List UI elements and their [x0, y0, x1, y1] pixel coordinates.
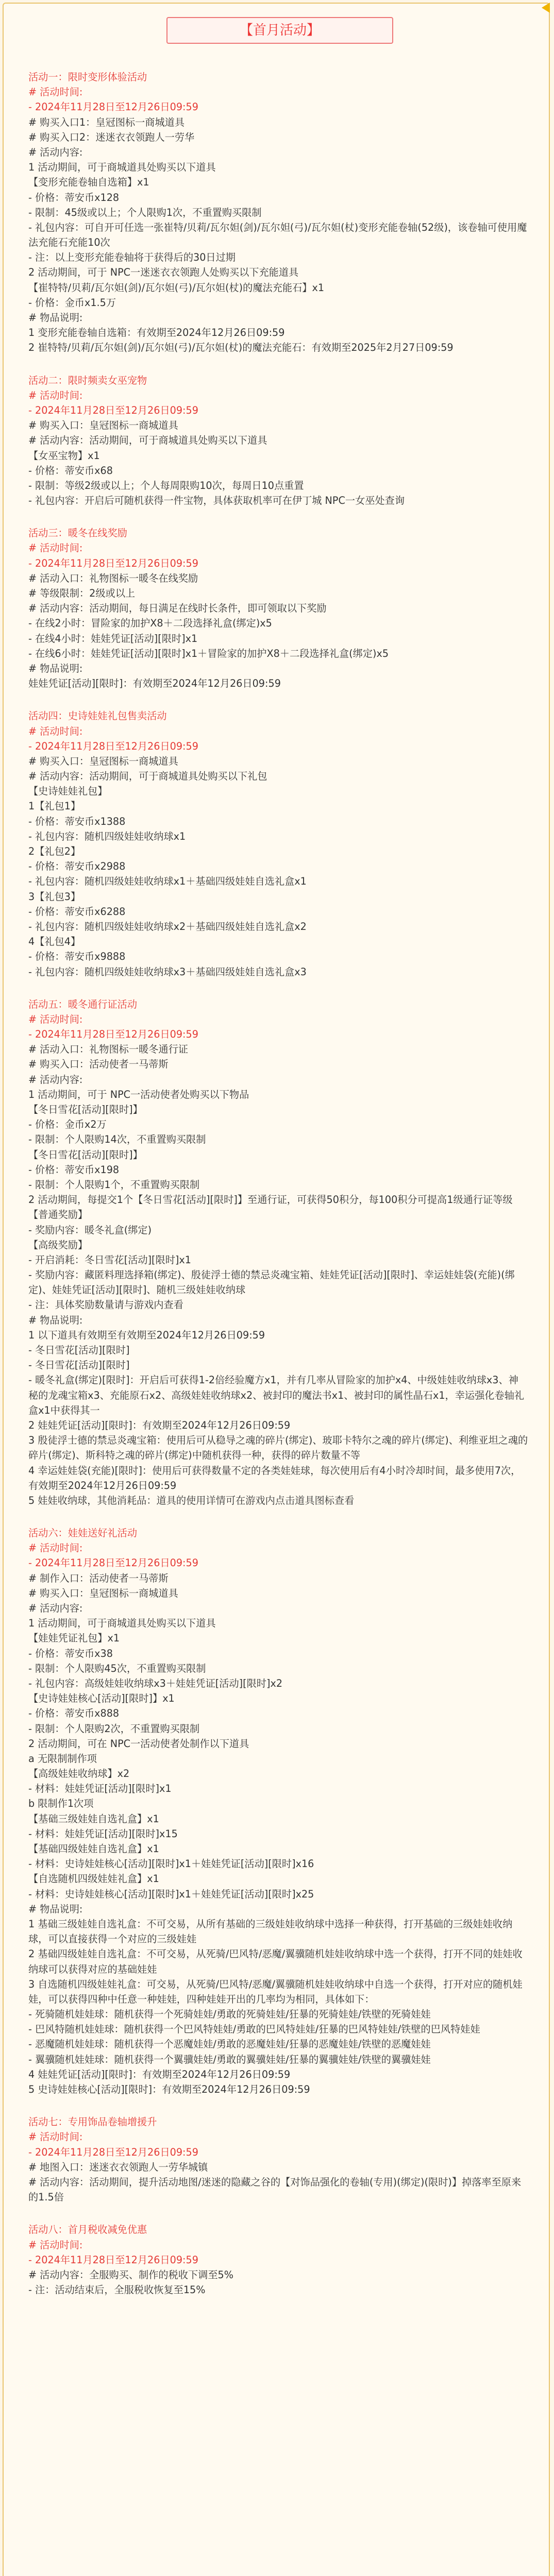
activity-title: 活动四：史诗娃娃礼包售卖活动: [28, 710, 167, 722]
activity-line: - 价格：金币x2万: [28, 1118, 107, 1131]
activity-line: - 材料：史诗娃娃核心[活动][限时]x1＋娃娃凭证[活动][限时]x25: [28, 1888, 314, 1900]
activity-line: - 奖励内容：藏匿料理选择箱(绑定)、殷徒浮士德的禁忌炎魂宝箱、娃娃凭证[活动][限时]、幸运娃娃袋(充能)(绑定)、娃娃凭证[活动][限时]、随机三级娃娃收纳球: [28, 1269, 515, 1296]
activity-line: 【普通奖励】: [28, 1209, 88, 1221]
activity-line: 【史诗娃娃核心[活动][限时]】x1: [28, 1692, 175, 1705]
activity-line: # 活动入口：礼物图标一暖冬在线奖励: [28, 572, 198, 584]
activity-line: 5 史诗娃娃核心[活动][限时]：有效期至2024年12月26日09:59: [28, 2083, 310, 2095]
activity-line: # 活动入口：礼物图标一暖冬通行证: [28, 1043, 188, 1056]
activity-line: # 活动时间:: [28, 2239, 83, 2251]
activity-line: 1 活动期间，可于商城道具处购买以下道具: [28, 1617, 216, 1630]
activity-title: 活动六：娃娃送好礼活动: [28, 1527, 138, 1539]
activity-line: 2 基础四级娃娃自选礼盒：不可交易，从死骑/巴风特/恶魔/翼骥随机娃娃收纳球中选一个获得，打开不同的娃娃收纳球可以获得对应的基础娃娃: [28, 1948, 523, 1975]
activity-line: - 材料：史诗娃娃核心[活动][限时]x1＋娃娃凭证[活动][限时]x16: [28, 1858, 314, 1870]
activity-line: 【基础三级娃娃自选礼盒】x1: [28, 1812, 159, 1825]
activity-line: # 活动时间:: [28, 542, 83, 554]
activity-line: - 在线6小时：娃娃凭证[活动][限时]x1＋冒险家的加护X8＋二段选择礼盒(绑定)x5: [28, 647, 389, 659]
activity-line: # 活动时间:: [28, 86, 83, 98]
activity-line: - 冬日雪花[活动][限时]: [28, 1359, 130, 1371]
activity-section: [28, 997, 528, 1508]
activity-line: - 价格：蒂安币x128: [28, 191, 120, 204]
activity-line: # 地图入口：迷迷衣衣领跑人一劳华城镇: [28, 2161, 208, 2173]
activity-line: 【娃娃凭证礼包】x1: [28, 1632, 120, 1645]
activity-line: - 礼包内容：高级娃娃收纳球x3＋娃娃凭证[活动][限时]x2: [28, 1677, 283, 1689]
activity-line: 1 以下道具有效期至有效期至2024年12月26日09:59: [28, 1329, 265, 1341]
activity-line: # 活动内容:: [28, 1602, 83, 1614]
activity-line: - 暖冬礼盒(绑定)[限时]：开启后可获得1-2倍经验魔方x1，并有几率从冒险家的加护x4、中级娃娃收纳球x3、神秘的龙魂宝箱x3、充能原石x2、高级娃娃收纳球x2、被封印的魔法书x1、被封印的属性晶石x1，幸运强化卷轴礼盒x1中获得其一: [28, 1374, 525, 1416]
activity-line: 4 幸运娃娃袋(充能)[限时]：使用后可获得数量不定的各类娃娃球，每次使用后有4小时冷却时间，最多使用7次，有效期至2024年12月26日09:59: [28, 1464, 521, 1492]
activity-title: 活动七：专用饰品卷轴增援升: [28, 2116, 157, 2128]
activity-line: - 2024年11月28日至12月26日09:59: [28, 2146, 198, 2158]
activity-line: 【史诗娃娃礼包】: [28, 785, 108, 798]
activity-line: # 物品说明:: [28, 312, 83, 324]
activity-line: b 限制作1次项: [28, 1798, 94, 1810]
activity-line: # 等级限制：2级或以上: [28, 587, 136, 599]
activity-line: - 2024年11月28日至12月26日09:59: [28, 2253, 198, 2266]
activity-line: - 礼包内容：可自开可任选一张崔特/贝莉/瓦尔妲(剑)/瓦尔妲(弓)/瓦尔妲(杖)变形充能卷轴(52级)，该卷轴可使用魔法充能石充能10次: [28, 221, 527, 249]
activity-line: # 购买入口2：迷迷衣衣领跑人一劳华: [28, 131, 195, 143]
notice-content: [28, 70, 528, 2315]
activity-line: - 死骑随机娃娃球：随机获得一个死骑娃娃/勇敢的死骑娃娃/狂暴的死骑娃娃/铁壁的死骑娃娃: [28, 2008, 431, 2021]
activity-title: 活动八：首月税收减免优惠: [28, 2224, 147, 2236]
activity-line: - 价格：蒂安币x198: [28, 1163, 120, 1176]
activity-line: # 活动内容:: [28, 1073, 83, 1086]
activity-line: - 价格：蒂安币x888: [28, 1707, 120, 1720]
activity-line: - 价格：蒂安币x68: [28, 464, 113, 477]
activity-line: - 礼包内容：随机四级娃娃收纳球x1: [28, 830, 186, 842]
activity-line: - 限制：个人限购45次，不重置购买限制: [28, 1662, 206, 1674]
activity-line: - 价格：蒂安币x9888: [28, 951, 126, 963]
activity-line: 【高级娃娃收纳球】x2: [28, 1768, 130, 1780]
activity-line: - 冬日雪花[活动][限时]: [28, 1344, 130, 1356]
activity-line: 【变形充能卷轴自选箱】x1: [28, 176, 149, 189]
activity-line: - 在线2小时：冒险家的加护X8＋二段选择礼盒(绑定)x5: [28, 617, 272, 630]
activity-line: - 巴风特随机娃娃球：随机获得一个巴风特娃娃/勇敢的巴风特娃娃/狂暴的巴风特娃娃/铁壁的巴风特娃娃: [28, 2023, 480, 2036]
activity-line: - 礼包内容：随机四级娃娃收纳球x1＋基础四级娃娃自选礼盒x1: [28, 875, 307, 888]
activity-line: 1【礼包1】: [28, 800, 81, 812]
activity-line: # 活动时间:: [28, 1013, 83, 1025]
activity-line: 2 崔特特/贝莉/瓦尔妲(剑)/瓦尔妲(弓)/瓦尔妲(杖)的魔法充能石：有效期至2025年2月27日09:59: [28, 342, 454, 354]
activity-line: - 价格：蒂安币x38: [28, 1647, 113, 1659]
activity-line: 4 娃娃凭证[活动][限时]：有效期至2024年12月26日09:59: [28, 2068, 291, 2080]
activity-section: [28, 373, 528, 509]
activity-line: # 活动时间:: [28, 1542, 83, 1554]
activity-line: - 注：活动结束后，全服税收恢复至15%: [28, 2284, 206, 2296]
first-month-banner: 【首月活动】: [166, 17, 393, 44]
activity-line: 1 活动期间，可于 NPC一活动使者处购买以下物品: [28, 1088, 249, 1100]
activity-line: # 活动时间:: [28, 389, 83, 401]
activity-section: [28, 526, 528, 691]
activity-line: # 活动内容：活动期间，每日满足在线时长条件，即可领取以下奖励: [28, 602, 327, 615]
activity-line: # 物品说明:: [28, 662, 83, 674]
activity-line: # 物品说明:: [28, 1903, 83, 1915]
activity-line: 3 殷徒浮士德的禁忌炎魂宝箱：使用后可从稳导之魂的碎片(绑定)、玻耶卡特尔之魂的碎片(绑定)、利维亚坦之魂的碎片(绑定)、斯科特之魂的碎片(绑定)中随机获得一种，获得的碎片数量不等: [28, 1434, 528, 1462]
activity-line: 1 基础三级娃娃自选礼盒：不可交易，从所有基础的三级娃娃收纳球中选择一种获得，打开基础的三级娃娃收纳球，可以直接获得一个对应的三级娃娃: [28, 1918, 513, 1945]
activity-line: 2 活动期间，可在 NPC一活动使者处制作以下道具: [28, 1737, 249, 1750]
activity-title: 活动三：暖冬在线奖励: [28, 527, 127, 539]
activity-line: 3 自选随机四级娃娃礼盒：可交易，从死骑/巴风特/恶魔/翼骥随机娃娃收纳球中自选一个获得，打开对应的随机娃娃，可以获得四种中任意一种娃娃，四种娃娃开出的几率均为相同，具体如下：: [28, 1978, 523, 2005]
activity-line: - 限制：45级或以上；个人限购1次，不重置购买限制: [28, 206, 262, 218]
activity-section: [28, 1526, 528, 2097]
activity-section: [28, 708, 528, 979]
activity-line: - 价格：蒂安币x1388: [28, 815, 126, 827]
activity-line: 2 活动期间，可于 NPC一迷迷衣衣领跑人处购买以下充能道具: [28, 266, 299, 279]
activity-line: # 活动内容：活动期间，可于商城道具处购买以下礼包: [28, 770, 267, 783]
activity-title: 活动二：限时频卖女巫宠物: [28, 374, 147, 386]
pin-icon: [542, 3, 550, 13]
activity-line: 【冬日雪花[活动][限时]】: [28, 1104, 143, 1115]
activity-line: - 开启消耗：冬日雪花[活动][限时]x1: [28, 1253, 191, 1266]
activity-line: 【高级奖励】: [28, 1239, 88, 1251]
activity-line: # 购买入口：皇冠图标一商城道具: [28, 755, 178, 767]
activity-line: - 价格：金币x1.5万: [28, 296, 116, 309]
activity-line: a 无限制制作项: [28, 1752, 97, 1765]
activity-line: - 翼骥随机娃娃球：随机获得一个翼骥娃娃/勇敢的翼骥娃娃/狂暴的翼骥娃娃/铁壁的翼骥娃娃: [28, 2053, 431, 2065]
activity-line: - 奖励内容：暖冬礼盒(绑定): [28, 1224, 152, 1236]
activity-line: - 材料：娃娃凭证[活动][限时]x15: [28, 1827, 178, 1840]
activity-section: [28, 70, 528, 355]
activity-line: # 制作入口：活动使者一马蒂斯: [28, 1572, 169, 1584]
activity-line: # 物品说明:: [28, 1314, 83, 1326]
activity-line: - 恶魔随机娃娃球：随机获得一个恶魔娃娃/勇敢的恶魔娃娃/狂暴的恶魔娃娃/铁壁的恶魔娃娃: [28, 2038, 431, 2050]
activity-line: 5 娃娃收纳球，其他消耗品：道具的使用详情可在游戏内点击道具图标查看: [28, 1494, 355, 1506]
activity-line: - 限制：个人限购1个，不重置购买限制: [28, 1178, 200, 1191]
activity-line: - 材料：娃娃凭证[活动][限时]x1: [28, 1783, 172, 1795]
activity-line: # 活动内容：活动期间，可于商城道具处购买以下道具: [28, 434, 267, 447]
activity-line: 【基础四级娃娃自选礼盒】x1: [28, 1843, 159, 1855]
activity-line: 【冬日雪花[活动][限时]】: [28, 1148, 143, 1161]
activity-line: # 活动时间:: [28, 2131, 83, 2143]
activity-line: 1 活动期间，可于商城道具处购买以下道具: [28, 161, 216, 174]
activity-title: 活动一：限时变形体验活动: [28, 71, 147, 83]
activity-line: 4【礼包4】: [28, 936, 81, 948]
activity-line: 【自选随机四级娃娃礼盒】x1: [28, 1873, 159, 1885]
activity-line: # 活动内容:: [28, 146, 83, 158]
activity-line: 【女巫宝物】x1: [28, 449, 100, 462]
activity-line: - 2024年11月28日至12月26日09:59: [28, 404, 198, 416]
activity-line: - 价格：蒂安币x2988: [28, 860, 126, 873]
activity-line: 2 活动期间，每提交1个【冬日雪花[活动][限时]】至通行证，可获得50积分，每100积分可提高1级通行证等级: [28, 1194, 513, 1206]
activity-line: # 活动内容：全服购买、制作的税收下调至5%: [28, 2268, 233, 2281]
activity-line: # 购买入口：皇冠图标一商城道具: [28, 1587, 178, 1599]
activity-line: - 礼包内容：随机四级娃娃收纳球x3＋基础四级娃娃自选礼盒x3: [28, 965, 307, 978]
activity-line: # 活动内容：活动期间，提升活动地图/迷迷的隐藏之谷的【对饰品强化的卷轴(专用)(绑定)(限时)】掉落率至原来的1.5倍: [28, 2176, 522, 2204]
activity-line: - 注：具体奖励数量请与游戏内查看: [28, 1299, 183, 1311]
activity-line: - 注：以上变形充能卷轴将于获得后的30日过期: [28, 251, 236, 264]
activity-line: - 礼包内容：开启后可随机获得一件宝物，具体获取机率可在伊丁城 NPC一女巫处查询: [28, 495, 405, 507]
activity-line: - 2024年11月28日至12月26日09:59: [28, 1557, 198, 1569]
activity-line: - 2024年11月28日至12月26日09:59: [28, 101, 198, 113]
activity-section: [28, 2222, 528, 2297]
activity-line: 3【礼包3】: [28, 890, 81, 903]
activity-line: - 2024年11月28日至12月26日09:59: [28, 740, 198, 752]
activity-line: - 2024年11月28日至12月26日09:59: [28, 1028, 198, 1041]
activity-line: - 限制：等级2级或以上；个人每周限购10次，每周日10点重置: [28, 479, 304, 492]
activity-line: - 2024年11月28日至12月26日09:59: [28, 557, 198, 569]
activity-line: # 活动时间:: [28, 725, 83, 737]
activity-line: # 购买入口：皇冠图标一商城道具: [28, 419, 178, 432]
notice-panel: [3, 3, 550, 2576]
activity-line: # 购买入口：活动使者一马蒂斯: [28, 1058, 169, 1071]
activity-line: 2 娃娃凭证[活动][限时]：有效期至2024年12月26日09:59: [28, 1419, 291, 1431]
activity-line: 1 变形充能卷轴自选箱：有效期至2024年12月26日09:59: [28, 327, 285, 339]
activity-line: - 礼包内容：随机四级娃娃收纳球x2＋基础四级娃娃自选礼盒x2: [28, 920, 307, 933]
activity-section: [28, 2114, 528, 2205]
activity-line: - 在线4小时：娃娃凭证[活动][限时]x1: [28, 632, 198, 645]
activity-line: 2【礼包2】: [28, 845, 81, 857]
activity-line: - 限制：个人限购14次，不重置购买限制: [28, 1133, 206, 1146]
activity-line: 【崔特特/贝莉/瓦尔妲(剑)/瓦尔妲(弓)/瓦尔妲(杖)的魔法充能石】x1: [28, 281, 325, 294]
activity-line: # 购买入口1：皇冠图标一商城道具: [28, 116, 185, 128]
activity-line: 娃娃凭证[活动][限时]：有效期至2024年12月26日09:59: [28, 677, 281, 690]
activity-line: - 限制：个人限购2次，不重置购买限制: [28, 1722, 200, 1735]
activity-line: - 价格：蒂安币x6288: [28, 905, 126, 918]
activity-title: 活动五：暖冬通行证活动: [28, 998, 138, 1010]
